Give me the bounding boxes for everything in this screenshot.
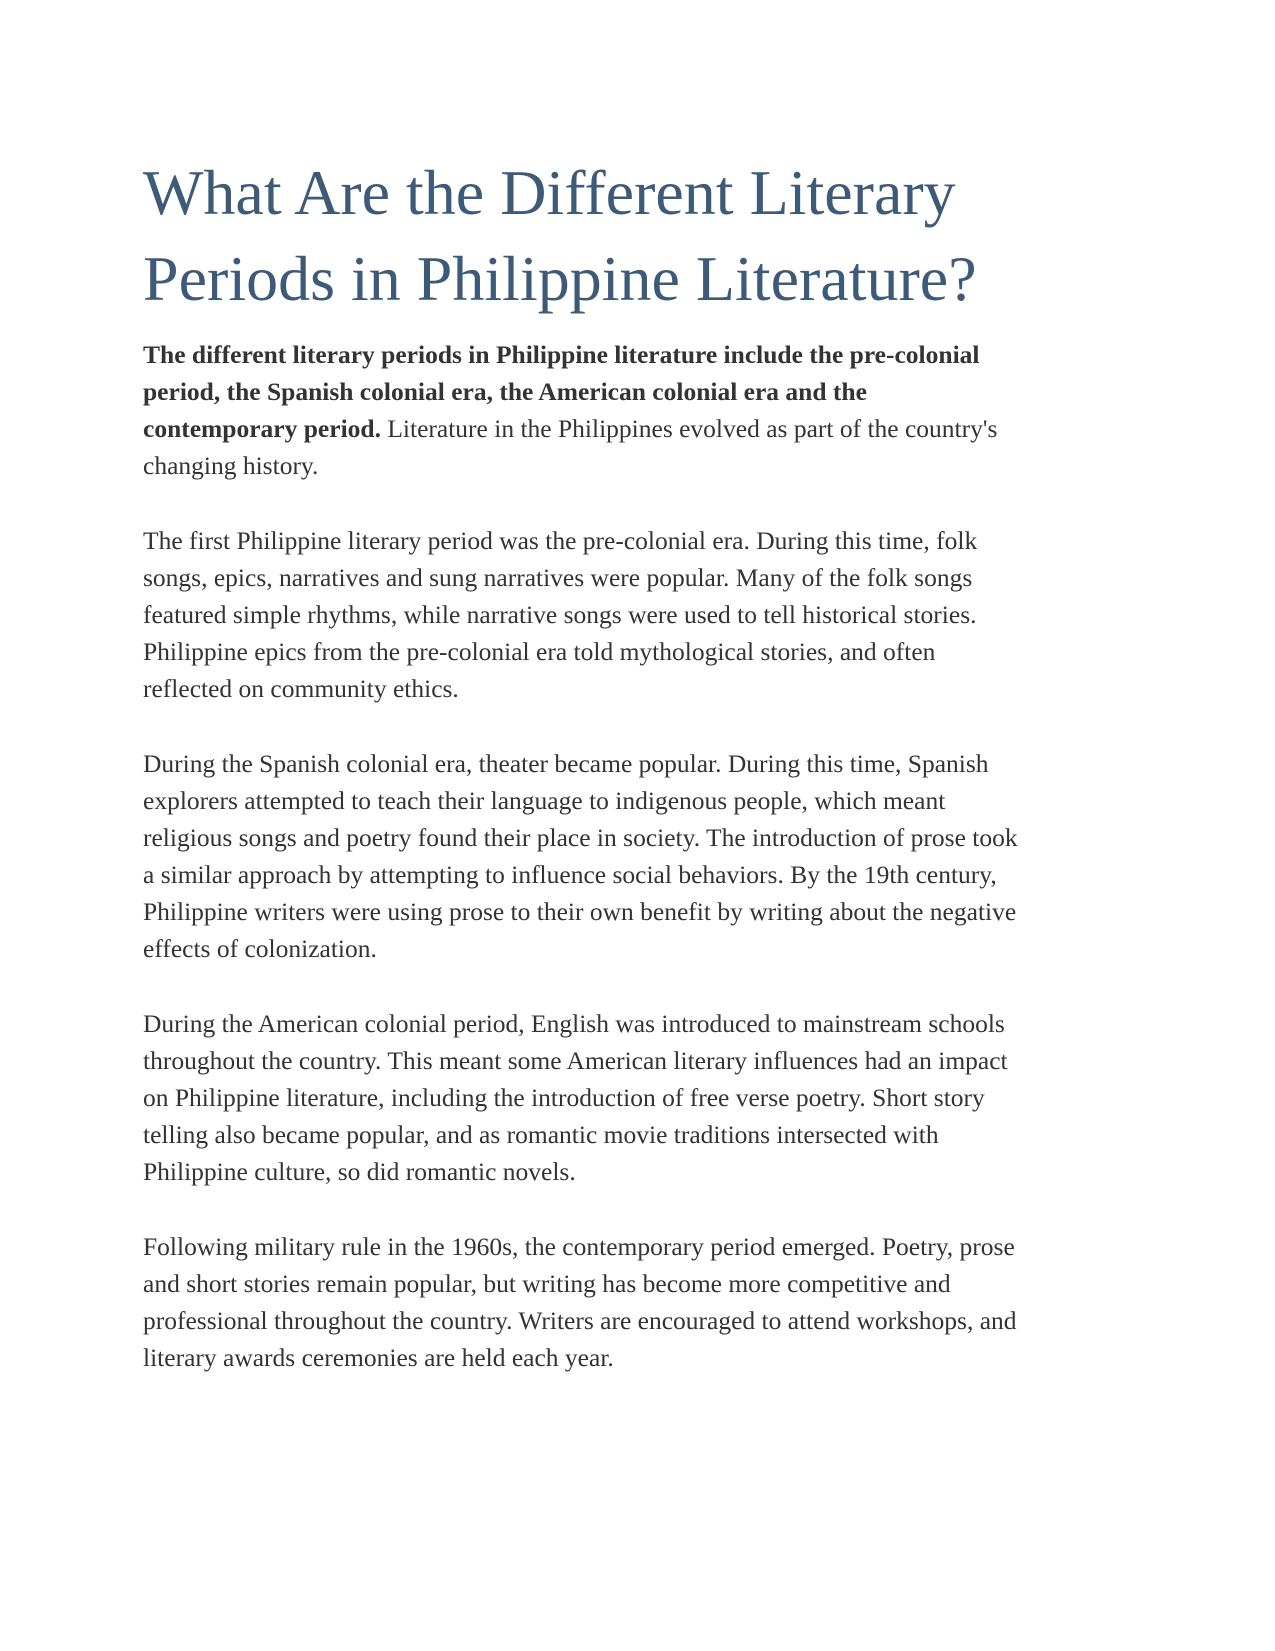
intro-line: changing history. — [143, 451, 319, 480]
paragraph-line: Following military rule in the 1960s, the contemporary period emerged. Poetry, prose — [143, 1232, 1015, 1261]
paragraph-line: Philippine epics from the pre-colonial era told mythological stories, and often — [143, 637, 936, 666]
paragraph-line: The first Philippine literary period was the pre-colonial era. During this time, folk — [143, 526, 978, 555]
intro-bold-line: period, the Spanish colonial era, the American colonial era and the — [143, 377, 867, 406]
paragraph-line: Philippine culture, so did romantic novels. — [143, 1157, 576, 1186]
paragraph-line: Philippine writers were using prose to their own benefit by writing about the negative — [143, 897, 1017, 926]
title-line: What Are the Different Literary — [143, 157, 956, 228]
intro-bold-text: contemporary period. — [143, 414, 381, 443]
paragraph-line: and short stories remain popular, but writing has become more competitive and — [143, 1269, 951, 1298]
paragraph-line: on Philippine literature, including the introduction of free verse poetry. Short story — [143, 1083, 985, 1112]
paragraph-pre-colonial — [143, 522, 1123, 707]
intro-regular-text: Literature in the Philippines evolved as part of the country's — [380, 414, 998, 443]
page-title — [143, 150, 1123, 322]
paragraph-line: a similar approach by attempting to influence social behaviors. By the 19th century, — [143, 860, 997, 889]
intro-bold-line: The different literary periods in Philippine literature include the pre-colonial — [143, 340, 980, 369]
paragraph-line: reflected on community ethics. — [143, 674, 459, 703]
paragraph-line: During the Spanish colonial era, theater became popular. During this time, Spanish — [143, 749, 989, 778]
paragraph-line: effects of colonization. — [143, 934, 377, 963]
paragraph-line: religious songs and poetry found their place in society. The introduction of prose took — [143, 823, 1018, 852]
paragraph-line: throughout the country. This meant some American literary influences had an impact — [143, 1046, 1008, 1075]
paragraph-line: songs, epics, narratives and sung narratives were popular. Many of the folk songs — [143, 563, 973, 592]
paragraph-spanish-colonial — [143, 745, 1123, 967]
paragraph-american-colonial — [143, 1005, 1123, 1190]
paragraph-line: professional throughout the country. Writers are encouraged to attend workshops, and — [143, 1306, 1017, 1335]
paragraph-contemporary — [143, 1228, 1123, 1376]
paragraph-line: literary awards ceremonies are held each year. — [143, 1343, 614, 1372]
title-line: Periods in Philippine Literature? — [143, 243, 977, 314]
intro-paragraph — [143, 336, 1123, 484]
paragraph-line: featured simple rhythms, while narrative songs were used to tell historical stories. — [143, 600, 977, 629]
paragraph-line: explorers attempted to teach their language to indigenous people, which meant — [143, 786, 946, 815]
document-page — [143, 150, 1123, 1414]
paragraph-line: During the American colonial period, English was introduced to mainstream schools — [143, 1009, 1005, 1038]
intro-mixed-line — [143, 410, 1123, 447]
paragraph-line: telling also became popular, and as romantic movie traditions intersected with — [143, 1120, 939, 1149]
